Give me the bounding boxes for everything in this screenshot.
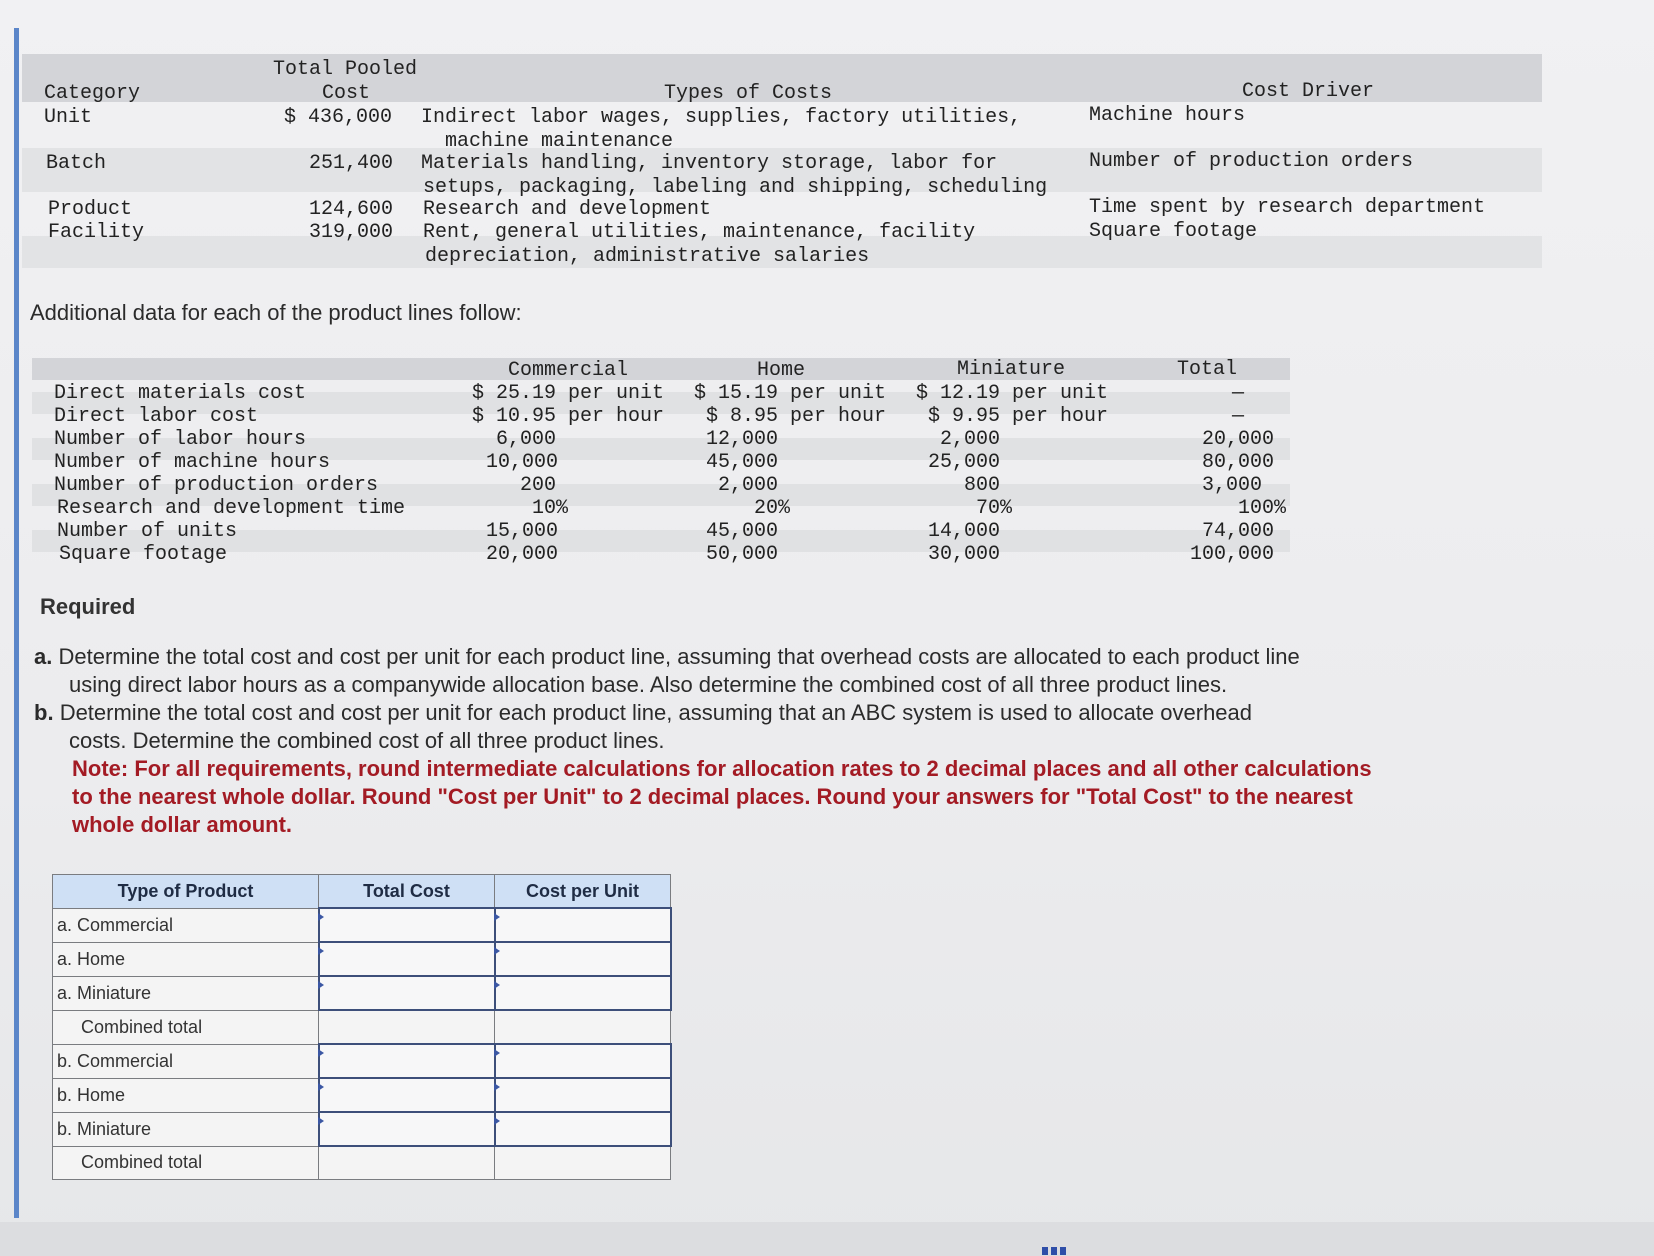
row-label: Number of labor hours bbox=[54, 428, 307, 451]
intro-text: Additional data for each of the product lines follow: bbox=[30, 300, 522, 325]
combined-total-label: Combined total bbox=[53, 1010, 319, 1044]
pool-category: Product bbox=[48, 198, 133, 221]
requirement-b bbox=[34, 700, 1252, 726]
grid-row bbox=[53, 1146, 671, 1180]
total-value: 74,000 bbox=[1202, 520, 1275, 543]
commercial-value: $ 25.19 per unit bbox=[472, 382, 665, 405]
row-label: Direct materials cost bbox=[54, 382, 307, 405]
cost-per-unit-input[interactable] bbox=[495, 942, 671, 976]
product-label: a. Miniature bbox=[53, 976, 319, 1010]
cost-per-unit-input[interactable] bbox=[495, 1112, 671, 1146]
miniature-value: 25,000 bbox=[928, 451, 1001, 474]
product-label: b. Miniature bbox=[53, 1112, 319, 1146]
miniature-value: 14,000 bbox=[928, 520, 1001, 543]
column-total: Total bbox=[1177, 358, 1238, 381]
pool-category: Unit bbox=[44, 106, 93, 129]
rounding-note: Note: For all requirements, round intermediate calculations for allocation rates to 2 decimal places and all other calculations bbox=[72, 756, 1372, 781]
grip-icon[interactable] bbox=[1042, 1247, 1068, 1255]
combined-total-cost bbox=[319, 1146, 495, 1180]
header-types-of-costs: Types of Costs bbox=[664, 82, 833, 105]
total-cost-input[interactable] bbox=[319, 942, 495, 976]
total-value: 100,000 bbox=[1190, 543, 1275, 566]
home-value: 2,000 bbox=[718, 474, 779, 497]
grid-row bbox=[53, 1078, 671, 1112]
cost-per-unit-input[interactable] bbox=[495, 1078, 671, 1112]
bottom-toolbar-band bbox=[0, 1222, 1654, 1256]
answer-grid bbox=[52, 874, 672, 1180]
requirement-a-text: Determine the total cost and cost per unit for each product line, assuming that overhead costs are allocated to each product line bbox=[58, 644, 1300, 669]
column-miniature: Miniature bbox=[957, 358, 1066, 381]
grid-row bbox=[53, 1112, 671, 1146]
requirement-a-text-cont: using direct labor hours as a companywide allocation base. Also determine the combined cost of all three product lines. bbox=[69, 672, 1228, 697]
header-cost: Cost bbox=[322, 82, 371, 105]
row-label: Number of machine hours bbox=[54, 451, 331, 474]
commercial-value: $ 10.95 per hour bbox=[472, 405, 665, 428]
commercial-value: 15,000 bbox=[486, 520, 559, 543]
product-label: a. Commercial bbox=[53, 908, 319, 942]
header-cost-driver: Cost Driver bbox=[1242, 80, 1375, 103]
total-value: 80,000 bbox=[1202, 451, 1275, 474]
combined-total-label: Combined total bbox=[53, 1146, 319, 1180]
pool-cost: 319,000 bbox=[309, 221, 394, 244]
requirement-a-letter: a. bbox=[34, 644, 53, 669]
commercial-value: 10,000 bbox=[486, 451, 559, 474]
home-value: 45,000 bbox=[706, 451, 779, 474]
miniature-value: 30,000 bbox=[928, 543, 1001, 566]
home-value: 20% bbox=[754, 497, 791, 520]
requirement-b-letter: b. bbox=[34, 700, 54, 725]
total-value: 20,000 bbox=[1202, 428, 1275, 451]
miniature-value: 2,000 bbox=[940, 428, 1001, 451]
header-total-pooled: Total Pooled bbox=[273, 58, 418, 81]
miniature-value: $ 12.19 per unit bbox=[916, 382, 1109, 405]
product-lines-header-band bbox=[32, 358, 1290, 380]
miniature-value: 70% bbox=[976, 497, 1013, 520]
total-cost-input[interactable] bbox=[319, 976, 495, 1010]
home-value: 12,000 bbox=[706, 428, 779, 451]
miniature-value: 800 bbox=[964, 474, 1001, 497]
pool-driver: Machine hours bbox=[1089, 104, 1246, 127]
left-accent-rule bbox=[14, 28, 19, 1218]
column-commercial: Commercial bbox=[508, 359, 629, 382]
cost-per-unit-input[interactable] bbox=[495, 1044, 671, 1078]
commercial-value: 6,000 bbox=[496, 428, 557, 451]
combined-cost-per-unit bbox=[495, 1010, 671, 1044]
grid-row bbox=[53, 1010, 671, 1044]
pool-driver: Time spent by research department bbox=[1089, 196, 1486, 219]
product-label: b. Commercial bbox=[53, 1044, 319, 1078]
home-value: $ 15.19 per unit bbox=[694, 382, 887, 405]
pool-types-cont: machine maintenance bbox=[421, 130, 674, 153]
pool-types: Research and development bbox=[423, 198, 712, 221]
cost-per-unit-input[interactable] bbox=[495, 908, 671, 942]
rounding-note-cont: whole dollar amount. bbox=[72, 812, 293, 837]
row-label: Number of production orders bbox=[54, 474, 379, 497]
total-cost-input[interactable] bbox=[319, 1078, 495, 1112]
total-cost-input[interactable] bbox=[319, 1112, 495, 1146]
row-label: Number of units bbox=[57, 520, 238, 543]
grid-row bbox=[53, 908, 671, 942]
home-value: $ 8.95 per hour bbox=[706, 405, 887, 428]
home-value: 45,000 bbox=[706, 520, 779, 543]
pool-types-cont: setups, packaging, labeling and shipping, scheduling bbox=[423, 176, 1048, 199]
pool-types: Indirect labor wages, supplies, factory utilities, bbox=[421, 106, 1022, 129]
product-label: b. Home bbox=[53, 1078, 319, 1112]
column-home: Home bbox=[757, 359, 806, 382]
total-value: 3,000 bbox=[1202, 474, 1263, 497]
grid-row bbox=[53, 976, 671, 1010]
pool-types: Rent, general utilities, maintenance, facility bbox=[423, 221, 976, 244]
pool-driver: Number of production orders bbox=[1089, 150, 1414, 173]
row-label: Square footage bbox=[59, 543, 228, 566]
header-type-of-product: Type of Product bbox=[53, 875, 319, 909]
pool-types: Materials handling, inventory storage, labor for bbox=[421, 152, 998, 175]
home-value: 50,000 bbox=[706, 543, 779, 566]
total-cost-input[interactable] bbox=[319, 908, 495, 942]
commercial-value: 200 bbox=[520, 474, 557, 497]
required-title: Required bbox=[40, 594, 136, 619]
pool-types-cont: depreciation, administrative salaries bbox=[425, 245, 870, 268]
header-category: Category bbox=[44, 82, 141, 105]
requirement-a bbox=[34, 644, 1300, 670]
commercial-value: 10% bbox=[532, 497, 569, 520]
requirement-b-text: Determine the total cost and cost per unit for each product line, assuming that an ABC system is used to allocate overhead bbox=[59, 700, 1253, 725]
grid-row bbox=[53, 942, 671, 976]
row-label: Research and development time bbox=[57, 497, 406, 520]
combined-cost-per-unit bbox=[495, 1146, 671, 1180]
requirement-b-text-cont: costs. Determine the combined cost of all three product lines. bbox=[69, 728, 665, 753]
total-cost-input[interactable] bbox=[319, 1044, 495, 1078]
rounding-note-cont: to the nearest whole dollar. Round "Cost per Unit" to 2 decimal places. Round your answers for "Total Cost" to the nearest bbox=[72, 784, 1353, 809]
header-total-cost: Total Cost bbox=[319, 875, 495, 909]
grid-row bbox=[53, 1044, 671, 1078]
product-label: a. Home bbox=[53, 942, 319, 976]
total-value: 100% bbox=[1238, 497, 1287, 520]
pool-cost: 124,600 bbox=[309, 198, 394, 221]
header-cost-per-unit: Cost per Unit bbox=[495, 875, 671, 909]
pool-cost: $ 436,000 bbox=[284, 106, 393, 129]
miniature-value: $ 9.95 per hour bbox=[928, 405, 1109, 428]
row-label: Direct labor cost bbox=[54, 405, 259, 428]
pool-driver: Square footage bbox=[1089, 220, 1258, 243]
combined-total-cost bbox=[319, 1010, 495, 1044]
pool-category: Batch bbox=[46, 152, 107, 175]
total-value: — bbox=[1232, 405, 1245, 428]
total-value: — bbox=[1232, 382, 1245, 405]
pool-category: Facility bbox=[48, 221, 145, 244]
pool-cost: 251,400 bbox=[309, 152, 394, 175]
cost-per-unit-input[interactable] bbox=[495, 976, 671, 1010]
commercial-value: 20,000 bbox=[486, 543, 559, 566]
